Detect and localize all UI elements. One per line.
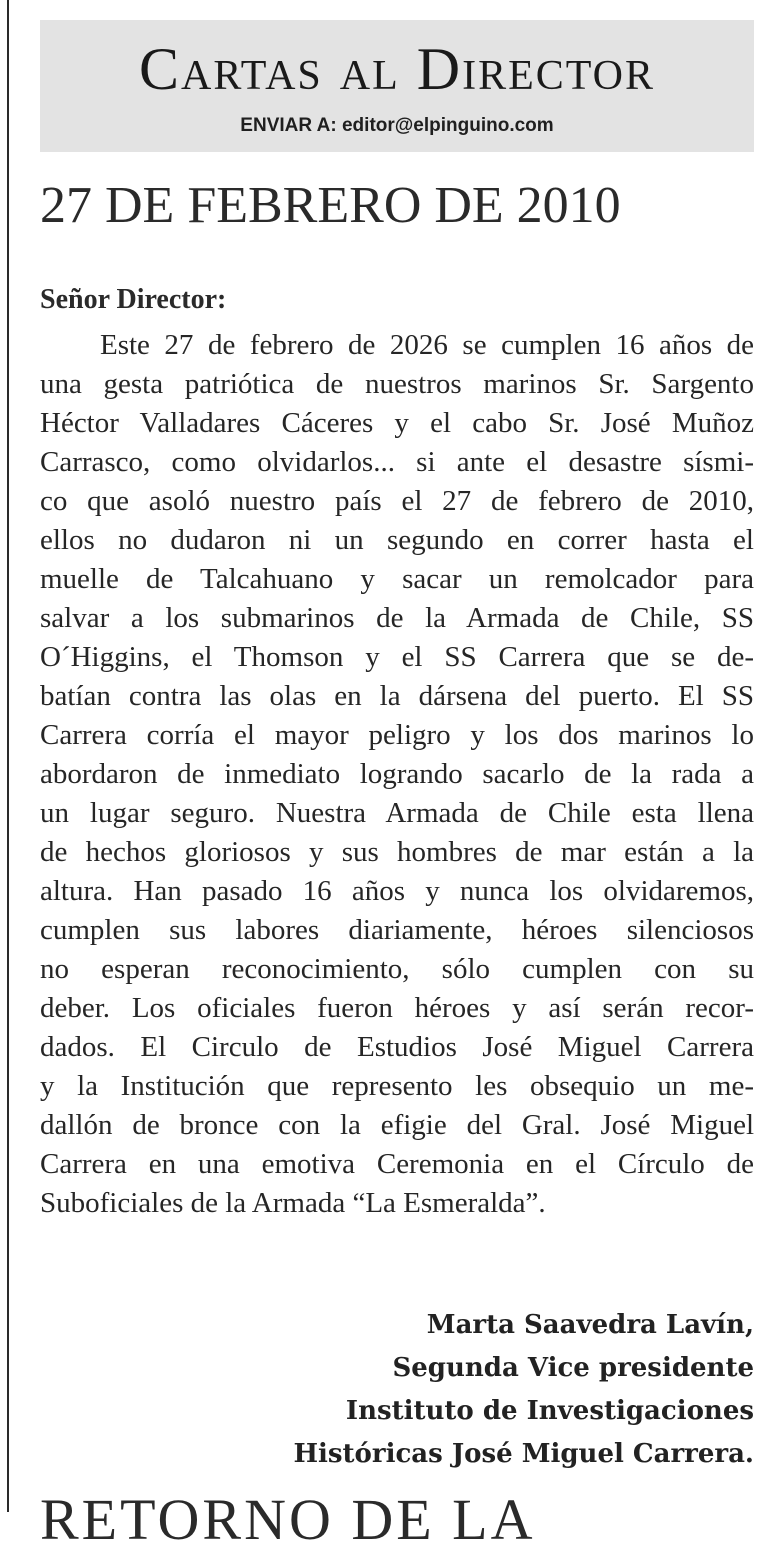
body-line: una gesta patriótica de nuestros marinos Sr. Sargento — [40, 368, 754, 400]
body-line: altura. Han pasado 16 años y nunca los olvidaremos, — [40, 875, 754, 907]
letter-body — [40, 326, 754, 1223]
letter-headline: 27 DE FEBRERO DE 2010 — [40, 177, 621, 234]
signature-institution: Instituto de Investigaciones — [345, 1396, 754, 1426]
body-line: Héctor Valladares Cáceres y el cabo Sr. José Muñoz — [40, 407, 754, 439]
column-rule — [7, 0, 9, 1512]
body-line: ellos no dudaron ni un segundo en correr hasta el — [40, 524, 754, 556]
next-article-title — [40, 1487, 754, 1552]
section-header — [40, 20, 754, 152]
section-title: Cartas al Director — [138, 36, 656, 102]
body-line: co que asoló nuestro país el 27 de febrero de 2010, — [40, 485, 754, 517]
signature-name: Marta Saavedra Lavín, — [426, 1310, 754, 1340]
body-line: abordaron de inmediato logrando sacarlo de la rada a — [40, 758, 754, 790]
signature-role: Segunda Vice presidente — [392, 1353, 754, 1383]
body-line: Carrera en una emotiva Ceremonia en el Círculo de — [40, 1148, 754, 1180]
body-line: dallón de bronce con la efigie del Gral. José Miguel — [40, 1109, 754, 1141]
body-line: batían contra las olas en la dársena del puerto. El SS — [40, 680, 754, 712]
body-line: salvar a los submarinos de la Armada de Chile, SS — [40, 602, 754, 634]
body-line: Este 27 de febrero de 2026 se cumplen 16 años de — [100, 329, 754, 361]
body-line: de hechos gloriosos y sus hombres de mar están a la — [40, 836, 754, 868]
next-article-title-text: RETORNO DE LA — [40, 1487, 536, 1552]
body-line: Carrera corría el mayor peligro y los dos marinos lo — [40, 719, 754, 751]
letter-salutation: Señor Director: — [40, 284, 227, 315]
body-line: un lugar seguro. Nuestra Armada de Chile esta llena — [40, 797, 754, 829]
body-line: cumplen sus labores diariamente, héroes silenciosos — [40, 914, 754, 946]
body-line: muelle de Talcahuano y sacar un remolcador para — [40, 563, 754, 595]
body-line: O´Higgins, el Thomson y el SS Carrera que se de- — [40, 641, 754, 673]
signature-institution: Históricas José Miguel Carrera. — [293, 1439, 754, 1469]
body-line: Carrasco, como olvidarlos... si ante el desastre sísmi- — [40, 446, 754, 478]
body-line: dados. El Circulo de Estudios José Miguel Carrera — [40, 1031, 754, 1063]
body-line: no esperan reconocimiento, sólo cumplen con su — [40, 953, 754, 985]
body-line: y la Institución que represento les obsequio un me- — [40, 1070, 754, 1102]
letter-signature — [293, 1304, 754, 1476]
body-line: deber. Los oficiales fueron héroes y así serán recor- — [40, 992, 754, 1024]
send-to-email: ENVIAR A: editor@elpinguino.com — [240, 115, 554, 136]
body-line: Suboficiales de la Armada “La Esmeralda”. — [40, 1187, 546, 1219]
